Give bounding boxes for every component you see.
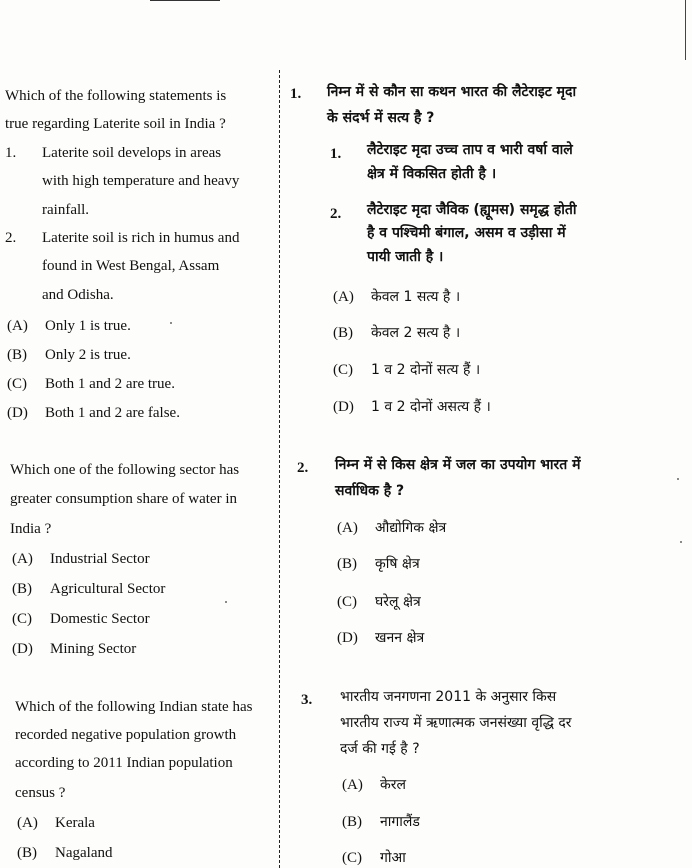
q1-hindi-option-b-text: केवल 2 सत्य है । — [371, 325, 461, 341]
q2-stem-line-1: Which one of the following sector has — [10, 462, 240, 478]
q1-option-a-text: Only 1 is true. — [45, 318, 131, 334]
q1-statement-2-line-3: and Odisha. — [42, 287, 114, 303]
q1-hindi-option-b-label: (B) — [333, 325, 353, 341]
scan-speck — [225, 601, 227, 603]
q3-hindi-option-b-label: (B) — [342, 814, 362, 830]
q1-hindi-option-c-text: 1 व 2 दोनों सत्य हैं । — [371, 362, 481, 378]
q1-hindi-option-d-label: (D) — [333, 399, 354, 415]
q2-hindi-stem-line-2: सर्वाधिक है ? — [335, 483, 405, 499]
q1-statement-2-line-1: Laterite soil is rich in humus and — [42, 230, 240, 246]
q2-stem-line-3: India ? — [10, 521, 52, 537]
q1-option-d-label: (D) — [7, 405, 28, 421]
q3-option-b-label: (B) — [17, 845, 37, 861]
q3-stem-line-1: Which of the following Indian state has — [15, 699, 253, 715]
q1-hindi-option-a-label: (A) — [333, 289, 354, 305]
q1-hindi-option-c-label: (C) — [333, 362, 353, 378]
q2-hindi-number: 2. — [297, 460, 309, 476]
q1-hindi-statement-2-line-3: पायी जाती है । — [367, 249, 444, 265]
q1-option-b-label: (B) — [7, 347, 27, 363]
q1-hindi-statement-2-line-1: लैटेराइट मृदा जैविक (ह्यूमस) समृद्ध होती — [367, 202, 577, 218]
q2-option-c-text: Domestic Sector — [50, 611, 150, 627]
q1-statement-1-line-2: with high temperature and heavy — [42, 173, 240, 189]
q2-hindi-option-a-text: औद्योगिक क्षेत्र — [375, 520, 447, 536]
q1-option-d-text: Both 1 and 2 are false. — [45, 405, 180, 421]
q3-hindi-stem-line-2: भारतीय राज्य में ऋणात्मक जनसंख्या वृद्धि दर — [340, 715, 572, 731]
q2-option-b-text: Agricultural Sector — [50, 581, 166, 597]
q2-hindi-stem-line-1: निम्न में से किस क्षेत्र में जल का उपयोग भारत में — [335, 457, 581, 473]
q3-hindi-option-c-text: गोआ — [380, 850, 406, 866]
q3-hindi-number: 3. — [301, 692, 313, 708]
q1-hindi-stem-line-2: के संदर्भ में सत्य है ? — [327, 110, 435, 126]
q3-stem-line-2: recorded negative population growth — [15, 727, 237, 743]
q3-stem-line-4: census ? — [15, 785, 66, 801]
q2-option-a-label: (A) — [12, 551, 33, 567]
q3-option-b-text: Nagaland — [55, 845, 113, 861]
q3-option-a-text: Kerala — [55, 815, 95, 831]
q2-option-b-label: (B) — [12, 581, 32, 597]
q2-hindi-option-d-text: खनन क्षेत्र — [375, 630, 425, 646]
q2-hindi-option-a-label: (A) — [337, 520, 358, 536]
q3-option-a-label: (A) — [17, 815, 38, 831]
top-rule — [150, 0, 220, 1]
q1-statement-2-line-2: found in West Bengal, Assam — [42, 258, 220, 274]
scan-speck — [170, 322, 172, 324]
q2-stem-line-2: greater consumption share of water in — [10, 491, 237, 507]
q1-stem-line-2: true regarding Laterite soil in India ? — [5, 116, 226, 132]
q3-hindi-stem-line-1: भारतीय जनगणना 2011 के अनुसार किस — [340, 689, 557, 705]
q2-option-c-label: (C) — [12, 611, 32, 627]
q3-hindi-option-c-label: (C) — [342, 850, 362, 866]
q1-hindi-statement-1-line-2: क्षेत्र में विकसित होती है । — [367, 166, 497, 182]
scan-speck — [677, 478, 679, 480]
q1-hindi-statement-2-line-2: है व पश्चिमी बंगाल, असम व उड़ीसा में — [367, 225, 566, 241]
q1-hindi-statement-1-number: 1. — [330, 146, 342, 162]
q1-hindi-statement-2-number: 2. — [330, 206, 342, 222]
q2-hindi-option-c-text: घरेलू क्षेत्र — [375, 594, 421, 610]
q2-hindi-option-c-label: (C) — [337, 594, 357, 610]
q1-option-c-text: Both 1 and 2 are true. — [45, 376, 175, 392]
q1-statement-2-number: 2. — [5, 230, 17, 246]
q2-hindi-option-d-label: (D) — [337, 630, 358, 646]
q1-statement-1-line-3: rainfall. — [42, 202, 90, 218]
q2-hindi-option-b-text: कृषि क्षेत्र — [375, 556, 420, 572]
q1-hindi-option-a-text: केवल 1 सत्य है । — [371, 289, 461, 305]
q1-option-c-label: (C) — [7, 376, 27, 392]
q1-option-a-label: (A) — [7, 318, 28, 334]
q1-hindi-option-d-text: 1 व 2 दोनों असत्य हैं । — [371, 399, 491, 415]
q3-hindi-option-a-label: (A) — [342, 777, 363, 793]
q2-hindi-option-b-label: (B) — [337, 556, 357, 572]
q1-hindi-stem-line-1: निम्न में से कौन सा कथन भारत की लैटेराइट मृदा — [327, 84, 577, 100]
q3-hindi-option-b-text: नागालैंड — [380, 814, 420, 830]
q1-hindi-number: 1. — [290, 86, 302, 102]
q3-hindi-option-a-text: केरल — [380, 777, 406, 793]
column-divider — [279, 70, 280, 868]
scan-speck — [680, 541, 682, 543]
q3-stem-line-3: according to 2011 Indian population — [15, 755, 233, 771]
page-edge — [685, 0, 686, 60]
q1-statement-1-number: 1. — [5, 145, 17, 161]
q1-option-b-text: Only 2 is true. — [45, 347, 131, 363]
q2-option-a-text: Industrial Sector — [50, 551, 150, 567]
q3-hindi-stem-line-3: दर्ज की गई है ? — [340, 741, 420, 757]
q2-option-d-label: (D) — [12, 641, 33, 657]
q1-hindi-statement-1-line-1: लैटेराइट मृदा उच्च ताप व भारी वर्षा वाले — [367, 142, 573, 158]
q1-stem-line-1: Which of the following statements is — [5, 88, 227, 104]
q2-option-d-text: Mining Sector — [50, 641, 137, 657]
q1-statement-1-line-1: Laterite soil develops in areas — [42, 145, 222, 161]
